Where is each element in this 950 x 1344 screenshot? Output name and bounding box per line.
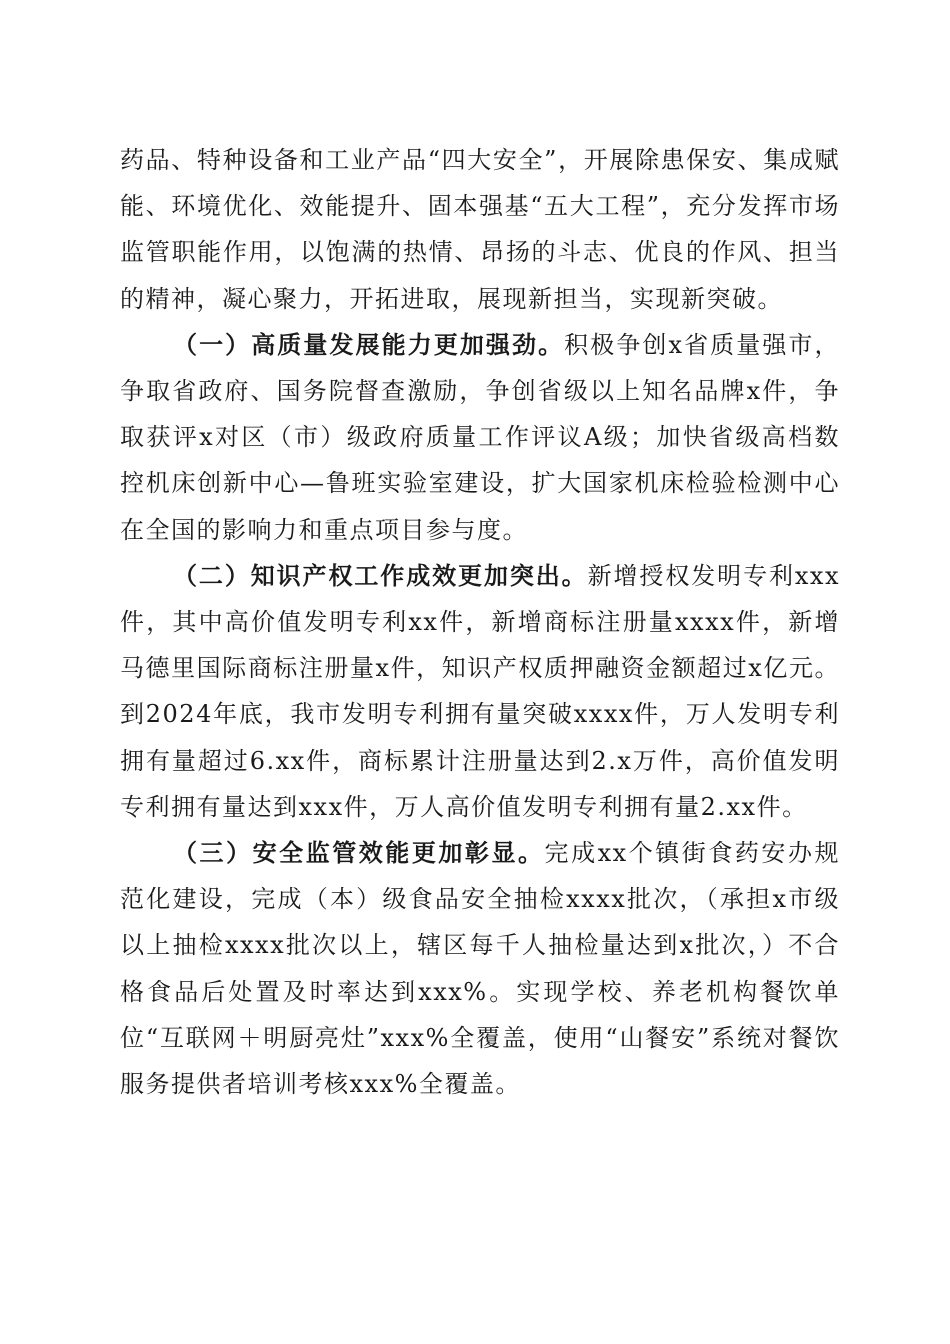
document-body <box>120 137 840 1107</box>
paragraph-text: 积极争创x省质量强市，争取省政府、国务院督查激励，争创省级以上知名品牌x件，争取获评x对区（市）级政府质量工作评议A级；加快省级高档数控机床创新中心—鲁班实验室建设，扩大国家机床检验检测中心在全国的影响力和重点项目参与度。 <box>120 330 840 544</box>
section-heading: （三）安全监管效能更加彰显。 <box>173 838 545 868</box>
paragraph-section-2 <box>120 553 840 830</box>
paragraph-text: 药品、特种设备和工业产品“四大安全”，开展除患保安、集成赋能、环境优化、效能提升、固本强基“五大工程”，充分发挥市场监管职能作用，以饱满的热情、昂扬的斗志、优良的作风、担当的精神，凝心聚力，开拓进取，展现新担当，实现新突破。 <box>120 146 840 313</box>
paragraph-intro-continuation <box>120 137 840 322</box>
paragraph-text: 新增授权发明专利xxx件，其中高价值发明专利xx件，新增商标注册量xxxx件，新增马德里国际商标注册量x件，知识产权质押融资金额超过x亿元。到2024年底，我市发明专利拥有量突破xxxx件，万人发明专利拥有量超过6.xx件，商标累计注册量达到2.x万件，高价值发明专利拥有量达到xxx件，万人高价值发明专利拥有量2.xx件。 <box>120 561 840 821</box>
paragraph-section-3 <box>120 830 840 1107</box>
paragraph-section-1 <box>120 322 840 553</box>
section-heading: （一）高质量发展能力更加强劲。 <box>173 329 565 359</box>
paragraph-text: 完成xx个镇街食药安办规范化建设，完成（本）级食品安全抽检xxxx批次，（承担x市级以上抽检xxxx批次以上，辖区每千人抽检量达到x批次，）不合格食品后处置及时率达到xxx%。实现学校、养老机构餐饮单位“互联网＋明厨亮灶”xxx%全覆盖，使用“山餐安”系统对餐饮服务提供者培训考核xxx%全覆盖。 <box>120 839 841 1099</box>
section-heading: （二）知识产权工作成效更加突出。 <box>173 560 588 590</box>
